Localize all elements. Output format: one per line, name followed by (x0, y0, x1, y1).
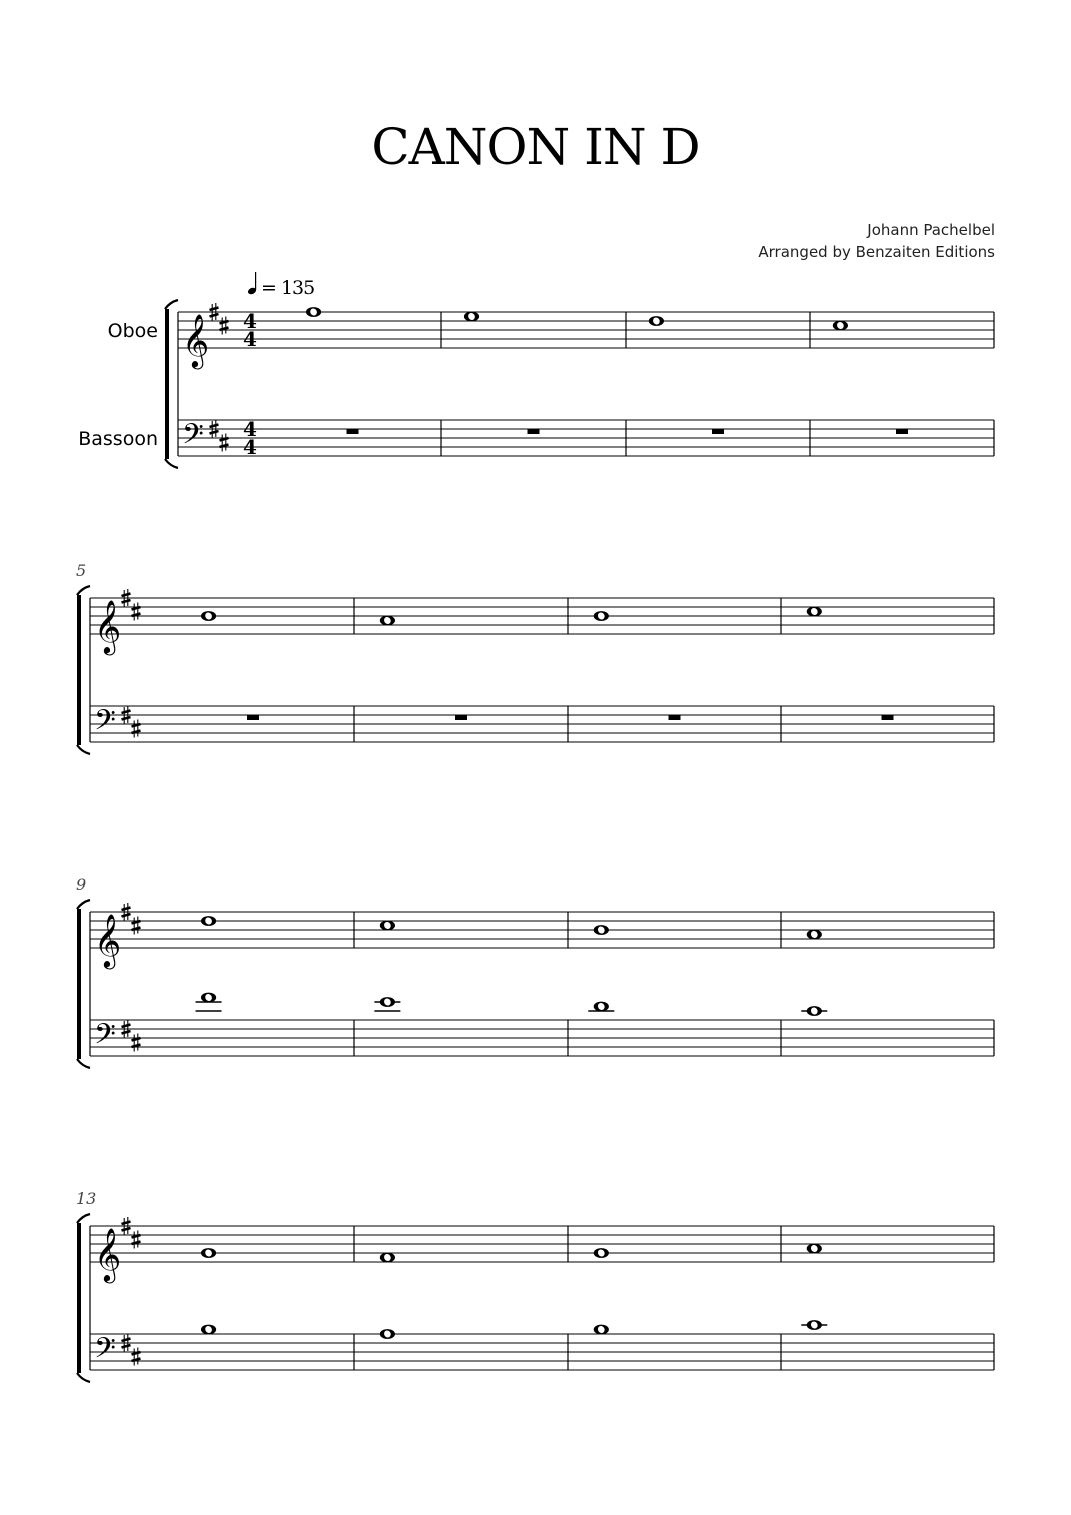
score-title: CANON IN D (371, 118, 700, 176)
tempo-marking (247, 272, 257, 295)
whole-note (464, 312, 479, 322)
bracket-hook (77, 586, 90, 595)
whole-note (380, 1253, 395, 1263)
time-signature-top: 4 (243, 309, 257, 333)
sharp-bar (122, 1222, 131, 1225)
whole-note (801, 1006, 827, 1016)
whole-note (594, 1325, 609, 1335)
sharp-bar (122, 600, 131, 603)
whole-note (196, 993, 222, 1011)
sharp-bar (122, 1345, 131, 1348)
whole-note (306, 307, 321, 317)
time-signature-top: 4 (243, 417, 257, 441)
instrument-name-bassoon: Bassoon (78, 428, 158, 450)
bracket-hook (77, 1214, 90, 1223)
whole-note (594, 925, 609, 935)
bracket-hook (165, 459, 178, 468)
sharp-sign (132, 1348, 141, 1366)
system-bracket (77, 900, 90, 1068)
whole-note (380, 1329, 395, 1339)
bracket-hook (77, 745, 90, 754)
time-signature-bottom: 4 (243, 435, 257, 459)
bracket-hook (165, 300, 178, 309)
sharp-sign (132, 917, 141, 935)
treble-clef: 𝄞 (94, 1227, 122, 1281)
whole-note (807, 607, 822, 617)
bracket-hook (77, 900, 90, 909)
sharp-bar (210, 425, 219, 428)
bracket-hook (77, 1059, 90, 1068)
bass-clef: 𝄢 (94, 1332, 116, 1372)
sharp-bar (122, 1031, 131, 1034)
whole-rest (669, 715, 681, 720)
whole-rest (247, 715, 259, 720)
whole-note (807, 930, 822, 940)
measure-number: 9 (76, 875, 87, 894)
sharp-bar (210, 431, 219, 434)
instrument-name-oboe: Oboe (107, 320, 158, 342)
bass-clef: 𝄢 (94, 704, 116, 744)
whole-note (201, 611, 216, 621)
sharp-sign (132, 603, 141, 621)
treble-clef: 𝄞 (182, 313, 210, 367)
bass-clef: 𝄢 (94, 1018, 116, 1058)
sharp-bar (210, 308, 219, 311)
sharp-bar (122, 1339, 131, 1342)
sharp-bar (122, 914, 131, 917)
whole-rest (347, 429, 359, 434)
whole-rest (896, 429, 908, 434)
tempo-text: = 135 (261, 277, 315, 299)
whole-note (201, 1248, 216, 1258)
bracket-hook (77, 1373, 90, 1382)
arranger-credit: Arranged by Benzaiten Editions (758, 243, 995, 261)
whole-note (201, 1325, 216, 1335)
treble-clef: 𝄞 (94, 913, 122, 967)
whole-note (380, 921, 395, 931)
sharp-bar (210, 314, 219, 317)
whole-note (594, 1248, 609, 1258)
sharp-bar (122, 711, 131, 714)
time-signature-bottom: 4 (243, 327, 257, 351)
whole-rest (712, 429, 724, 434)
composer-credit: Johann Pachelbel (867, 221, 995, 239)
whole-note (649, 316, 664, 326)
measure-number: 13 (76, 1189, 97, 1208)
sharp-bar (122, 1025, 131, 1028)
bass-clef: 𝄢 (182, 418, 204, 458)
whole-note (833, 321, 848, 331)
sharp-bar (122, 717, 131, 720)
treble-clef: 𝄞 (94, 599, 122, 653)
sharp-sign (220, 434, 229, 452)
whole-note (374, 997, 400, 1011)
sharp-sign (132, 1231, 141, 1249)
whole-note (201, 916, 216, 926)
whole-note (594, 611, 609, 621)
measure-number: 5 (76, 561, 87, 580)
whole-note (801, 1320, 827, 1330)
system-bracket (77, 586, 90, 754)
system-bracket (77, 1214, 90, 1382)
sharp-sign (132, 720, 141, 738)
system-bracket (165, 300, 178, 468)
sharp-sign (132, 1034, 141, 1052)
sharp-bar (122, 594, 131, 597)
whole-note (588, 1002, 614, 1012)
sharp-bar (122, 1228, 131, 1231)
sharp-bar (122, 908, 131, 911)
whole-rest (882, 715, 894, 720)
sharp-sign (220, 317, 229, 335)
whole-note (380, 616, 395, 626)
whole-rest (528, 429, 540, 434)
whole-rest (455, 715, 467, 720)
whole-note (807, 1244, 822, 1254)
